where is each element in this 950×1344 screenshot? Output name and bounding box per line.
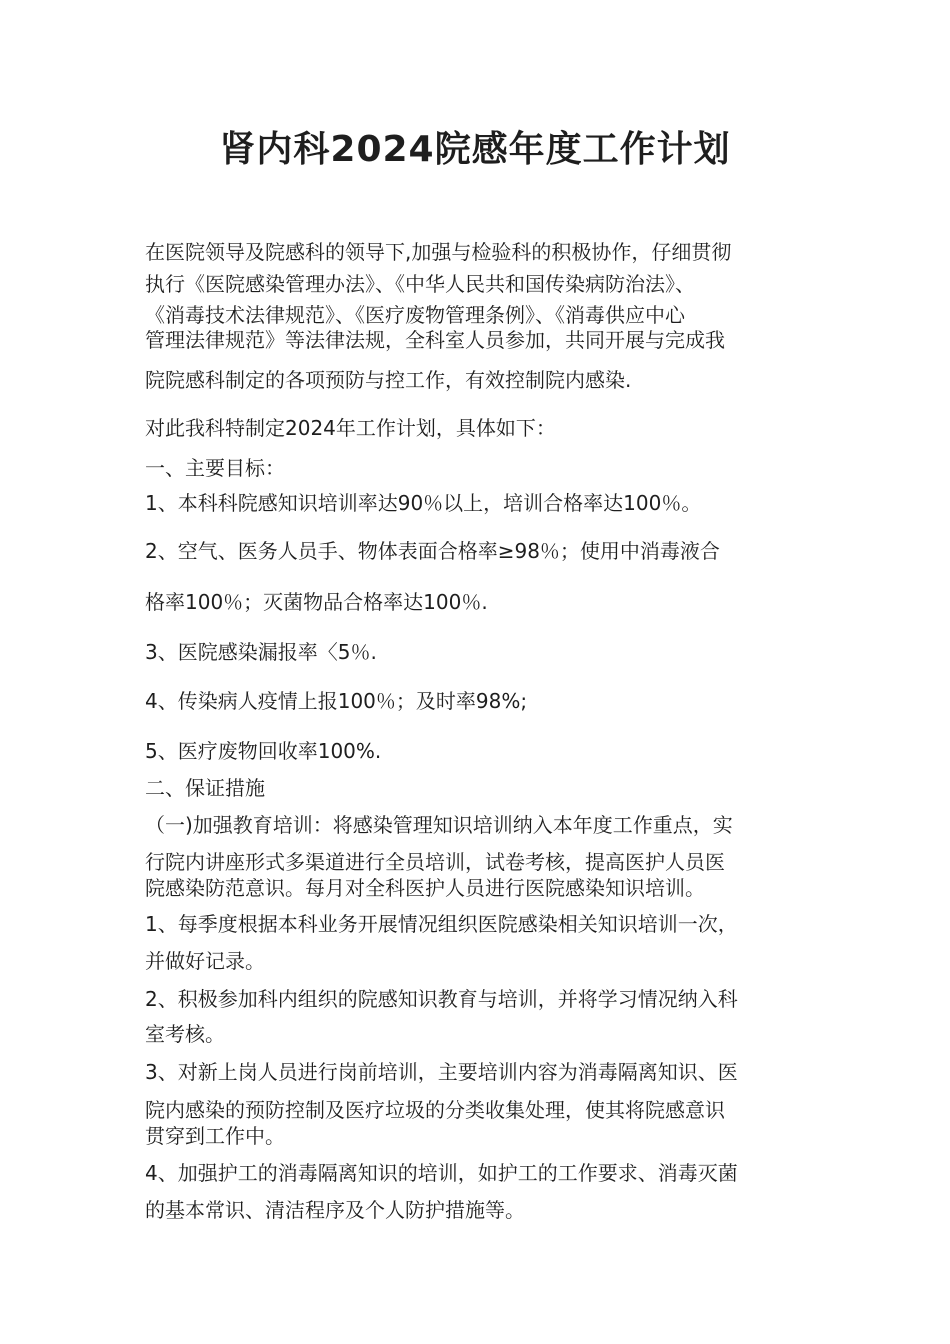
- intro-line: 在医院领导及院感科的领导下,加强与检验科的积极协作，仔细贯彻: [145, 240, 732, 264]
- goal-item-line: 2、空气、医务人员手、物体表面合格率≥98％；使用中消毒液合: [145, 539, 720, 563]
- measure-subsection-line: 院感染防范意识。每月对全科医护人员进行医院感染知识培训。: [145, 876, 705, 900]
- goal-item-line: 1、本科科院感知识培训率达90％以上，培训合格率达100％。: [145, 491, 702, 515]
- measure-item-line: 2、积极参加科内组织的院感知识教育与培训，并将学习情况纳入科: [145, 987, 738, 1011]
- plan-statement-text: 对此我科特制定2024年工作计划，具体如下：: [145, 416, 556, 440]
- measure-item-line: 贯穿到工作中。: [145, 1124, 285, 1148]
- intro-line: 执行《医院感染管理办法》、《中华人民共和国传染病防治法》、: [145, 272, 695, 296]
- document-body: [145, 0, 811, 1344]
- measure-item-line: 室考核。: [145, 1022, 225, 1046]
- measure-item-line: 并做好记录。: [145, 949, 265, 973]
- measure-item-line: 院内感染的预防控制及医疗垃圾的分类收集处理，使其将院感意识: [145, 1098, 725, 1122]
- measure-item-line: 的基本常识、清洁程序及个人防护措施等。: [145, 1198, 525, 1222]
- section-heading-text: 一、主要目标：: [145, 456, 285, 480]
- goal-item-line: 4、传染病人疫情上报100％；及时率98%;: [145, 689, 528, 713]
- goal-item-line: 5、医疗废物回收率100%.: [145, 739, 382, 763]
- measure-subsection-line: （一)加强教育培训：将感染管理知识培训纳入本年度工作重点，实: [145, 813, 733, 837]
- intro-line: 《消毒技术法律规范》、《医疗废物管理条例》、《消毒供应中心: [145, 303, 685, 327]
- goal-item-line: 格率100％；灭菌物品合格率达100％.: [145, 590, 488, 614]
- measure-subsection-line: 行院内讲座形式多渠道进行全员培训，试卷考核，提高医护人员医: [145, 850, 725, 874]
- goal-item-line: 3、医院感染漏报率〈5％.: [145, 640, 377, 664]
- measure-item-line: 3、对新上岗人员进行岗前培训，主要培训内容为消毒隔离知识、医: [145, 1060, 738, 1084]
- intro-line: 管理法律规范》等法律法规，全科室人员参加，共同开展与完成我: [145, 328, 725, 352]
- measure-item-line: 4、加强护工的消毒隔离知识的培训，如护工的工作要求、消毒灭菌: [145, 1161, 738, 1185]
- intro-line: 院院感科制定的各项预防与控工作，有效控制院内感染.: [145, 368, 632, 392]
- measure-item-line: 1、每季度根据本科业务开展情况组织医院感染相关知识培训一次，: [145, 912, 738, 936]
- document-title: 肾内科2024院感年度工作计划: [219, 129, 731, 170]
- section-heading-text: 二、保证措施: [145, 776, 265, 800]
